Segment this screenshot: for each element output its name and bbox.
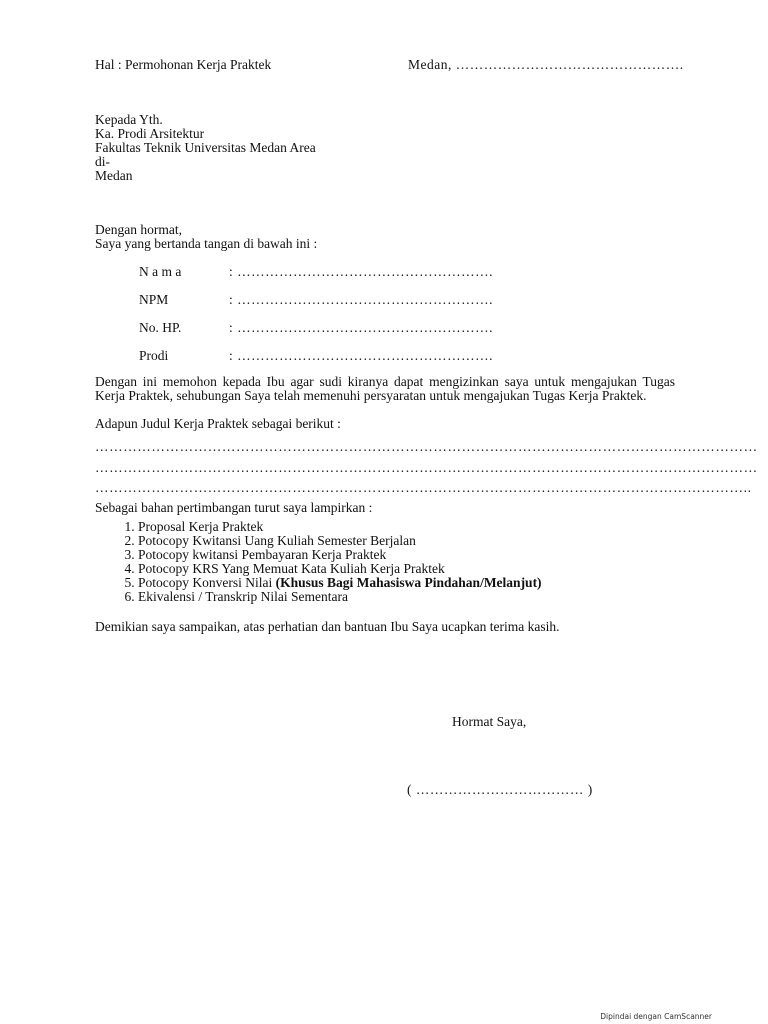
list-item: 6. Ekivalensi / Transkrip Nilai Sementara — [138, 590, 542, 604]
field-label-prodi: Prodi — [139, 348, 169, 363]
field-blank-nama: : ………………………………………………. — [229, 264, 494, 279]
attachments-intro: Sebagai bahan pertimbangan turut saya lampirkan : — [95, 500, 373, 515]
scanner-watermark: Dipindai dengan CamScanner — [600, 1012, 712, 1021]
title-blank-line: ………………………………………………………………………………………………………………………….. — [95, 480, 752, 495]
list-item: 5. Potocopy Konversi Nilai (Khusus Bagi Mahasiswa Pindahan/Melanjut) — [138, 576, 542, 590]
title-blank-line: …………………………………………………………………………………………………………………………… — [95, 460, 758, 475]
title-prompt: Adapun Judul Kerja Praktek sebagai berikut : — [95, 416, 341, 431]
closing-sentence: Demikian saya sampaikan, atas perhatian dan bantuan Ibu Saya ucapkan terima kasih. — [95, 619, 560, 634]
request-paragraph: Dengan ini memohon kepada Ibu agar sudi kiranya dapat mengizinkan saya untuk mengajukan Tugas Kerja Praktek, sehubungan Saya telah memenuhi persyaratan untuk mengajukan Tugas Kerja Praktek. — [95, 374, 675, 403]
list-item: 1. Proposal Kerja Praktek — [138, 520, 542, 534]
subject-line: Hal : Permohonan Kerja Praktek — [95, 57, 272, 72]
field-label-nohp: No. HP. — [139, 320, 182, 335]
list-item: 2. Potocopy Kwitansi Uang Kuliah Semester Berjalan — [138, 534, 542, 548]
recipient-line: di- — [95, 154, 110, 169]
bold-note: (Khusus Bagi Mahasiswa Pindahan/Melanjut) — [275, 575, 542, 590]
attachments-list — [95, 520, 542, 604]
recipient-line: Medan — [95, 168, 133, 183]
field-blank-prodi: : ………………………………………………. — [229, 348, 494, 363]
field-label-npm: NPM — [139, 292, 169, 307]
field-blank-npm: : ………………………………………………. — [229, 292, 494, 307]
recipient-greeting: Kepada Yth. — [95, 112, 163, 127]
list-item: 4. Potocopy KRS Yang Memuat Kata Kuliah Kerja Praktek — [138, 562, 542, 576]
field-blank-nohp: : ………………………………………………. — [229, 320, 494, 335]
intro-line: Saya yang bertanda tangan di bawah ini : — [95, 236, 318, 251]
list-item: 3. Potocopy kwitansi Pembayaran Kerja Praktek — [138, 548, 542, 562]
salutation: Dengan hormat, — [95, 222, 182, 237]
title-blank-line: …………………………………………………………………………………………………………………………… — [95, 439, 758, 454]
field-label-nama: N a m a — [139, 264, 182, 279]
signature-blank: ( ……………………………… ) — [407, 782, 593, 797]
recipient-line: Fakultas Teknik Universitas Medan Area — [95, 140, 316, 155]
place-date-line: Medan, …………………………………………. — [408, 57, 684, 72]
recipient-line: Ka. Prodi Arsitektur — [95, 126, 205, 141]
regards: Hormat Saya, — [452, 714, 527, 729]
